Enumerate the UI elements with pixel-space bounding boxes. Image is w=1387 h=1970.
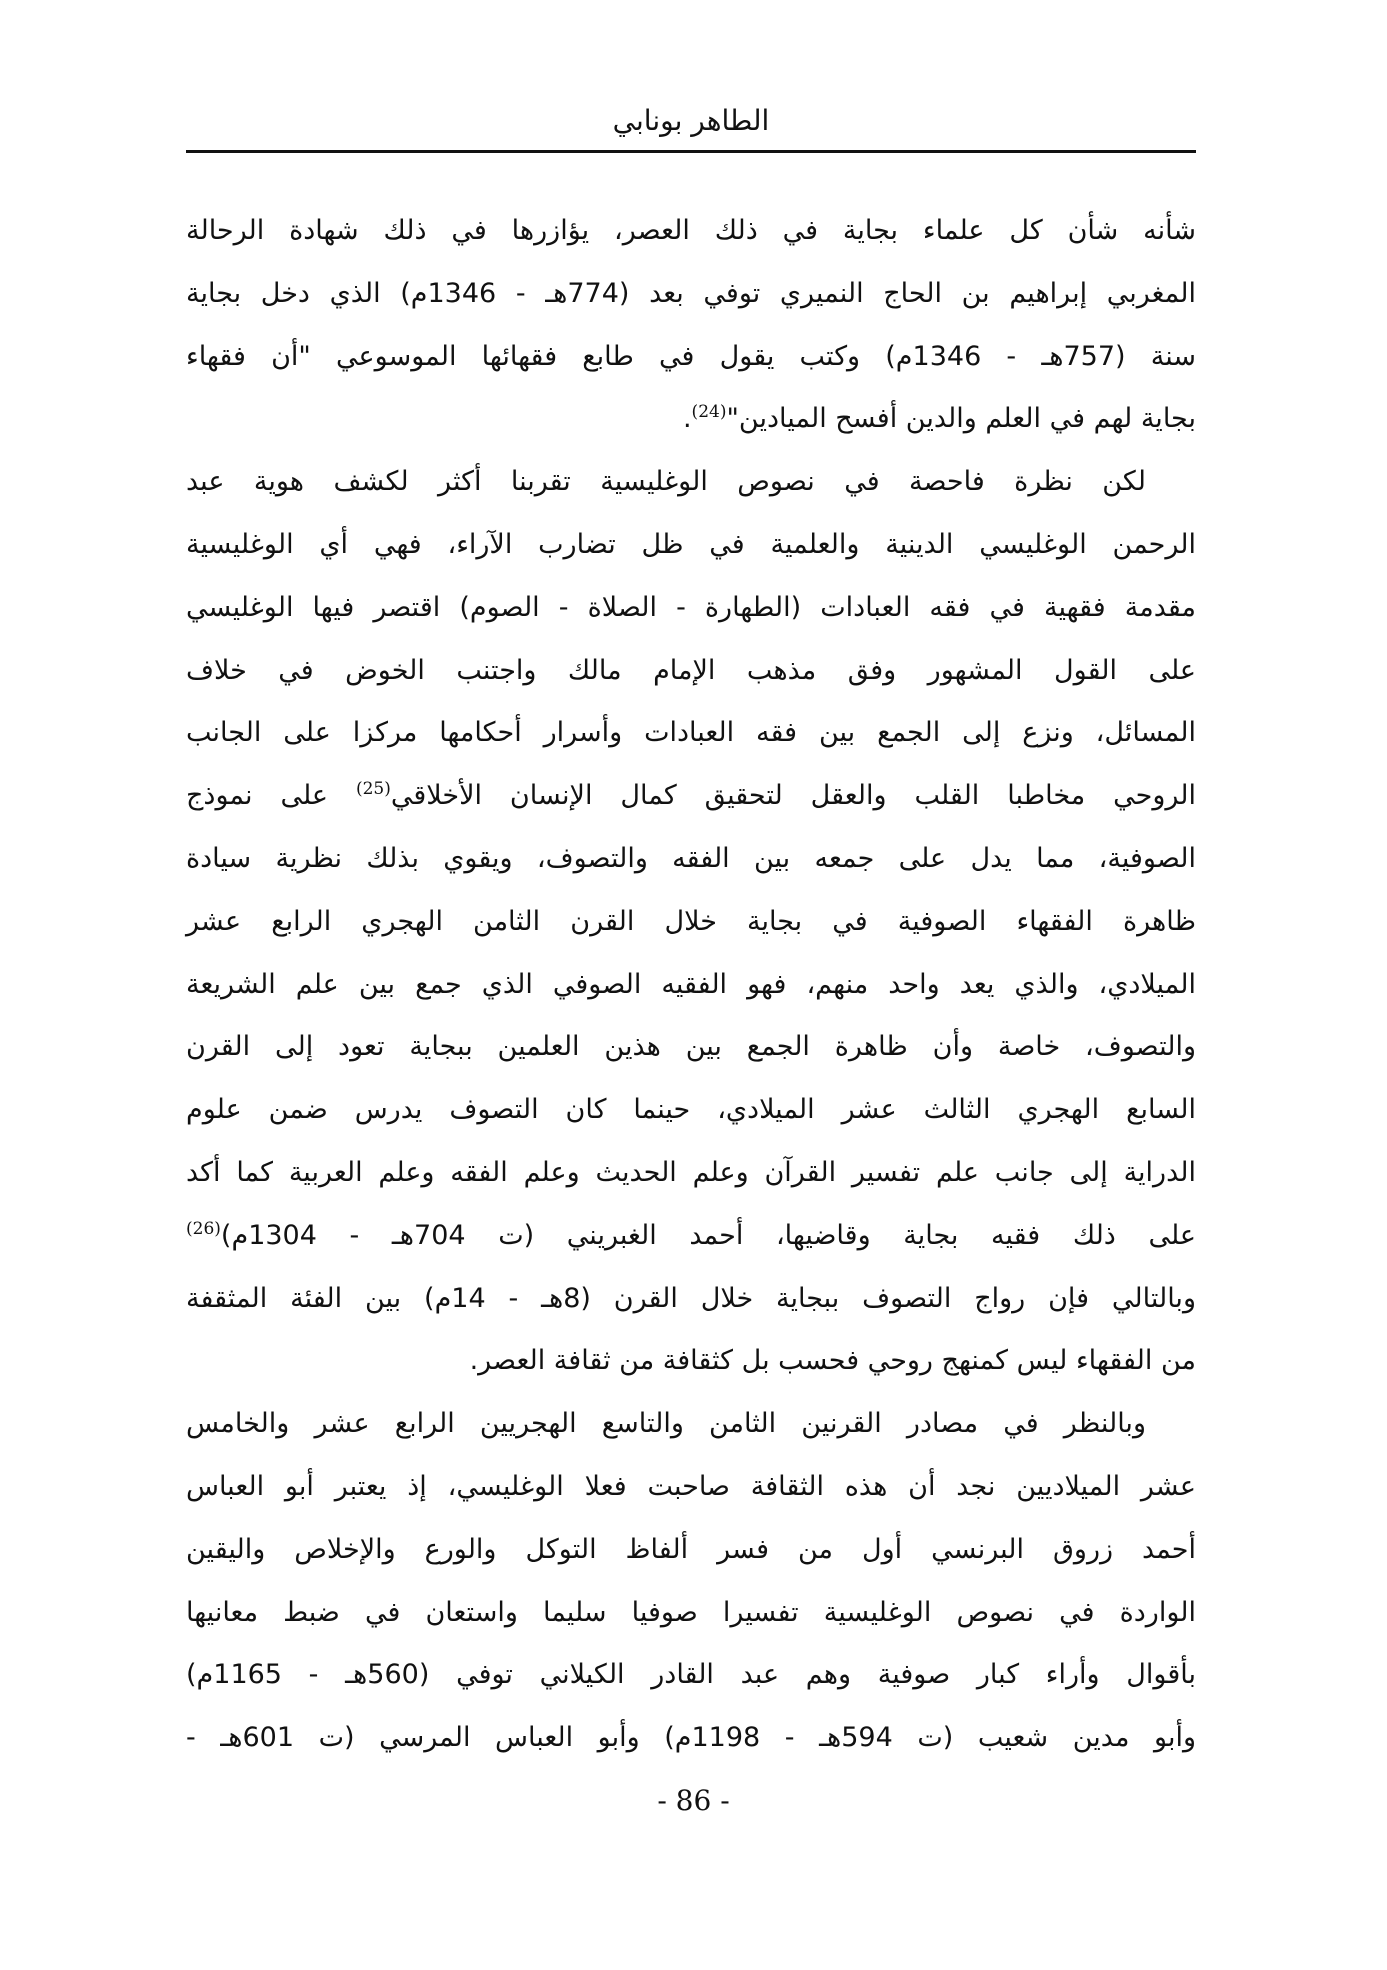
text-line xyxy=(186,200,1196,263)
text-line xyxy=(186,1393,1196,1456)
line-text: سنة (757هـ - 1346م) وكتب يقول في طابع فقهائها الموسوعي "أن فقهاء xyxy=(186,340,1197,372)
line-text: الصوفية، مما يدل على جمعه بين الفقه والتصوف، ويقوي بذلك نظرية سيادة xyxy=(186,842,1196,874)
line-text-after: على نموذج xyxy=(186,780,356,812)
line-text: بأقوال وأراء كبار صوفية وهم عبد القادر الكيلاني توفي (560هـ - 1165م) xyxy=(186,1659,1196,1691)
text-line xyxy=(186,388,1196,451)
header-divider xyxy=(186,150,1196,153)
text-line xyxy=(186,451,1196,514)
text-line xyxy=(186,1456,1196,1519)
line-text: المسائل، ونزع إلى الجمع بين فقه العبادات وأسرار أحكامها مركزا على الجانب xyxy=(186,717,1196,749)
line-text: وأبو مدين شعيب (ت 594هـ - 1198م) وأبو العباس المرسي (ت 601هـ - xyxy=(186,1722,1196,1754)
text-line xyxy=(186,765,1196,828)
line-text: وبالنظر في مصادر القرنين الثامن والتاسع الهجريين الرابع عشر والخامس xyxy=(186,1408,1146,1440)
text-line xyxy=(186,514,1196,577)
text-line xyxy=(186,1330,1196,1393)
line-text: شأنه شأن كل علماء بجاية في ذلك العصر، يؤازرها في ذلك شهادة الرحالة xyxy=(186,215,1196,246)
footnote-reference: (24) xyxy=(691,402,727,423)
text-line xyxy=(186,1016,1196,1079)
text-line xyxy=(186,1142,1196,1205)
line-text: ظاهرة الفقهاء الصوفية في بجاية خلال القرن الثامن الهجري الرابع عشر xyxy=(186,905,1196,937)
text-line xyxy=(186,1205,1196,1268)
text-line xyxy=(186,891,1196,954)
line-text: والتصوف، خاصة وأن ظاهرة الجمع بين هذين العلمين ببجاية تعود إلى القرن xyxy=(186,1031,1196,1063)
line-text: وبالتالي فإن رواج التصوف ببجاية خلال القرن (8هـ - 14م) بين الفئة المثقفة xyxy=(186,1282,1196,1314)
text-line xyxy=(186,1268,1196,1331)
line-text: الدراية إلى جانب علم تفسير القرآن وعلم الحديث وعلم الفقه وعلم العربية كما أكد xyxy=(186,1156,1196,1188)
line-text: على ذلك فقيه بجاية وقاضيها، أحمد الغبريني (ت 704هـ - 1304م) xyxy=(220,1219,1196,1251)
running-head-author: الطاهر بونابي xyxy=(612,104,770,137)
line-text: على القول المشهور وفق مذهب الإمام مالك واجتنب الخوض في خلاف xyxy=(186,654,1196,686)
body-text xyxy=(186,200,1196,1770)
text-line xyxy=(186,577,1196,640)
line-text: بجاية لهم في العلم والدين أفسح الميادين" xyxy=(726,403,1196,435)
line-text: من الفقهاء ليس كمنهج روحي فحسب بل كثقافة من ثقافة العصر. xyxy=(469,1345,1196,1377)
text-line xyxy=(186,1519,1196,1582)
text-line xyxy=(186,326,1196,389)
text-line xyxy=(186,263,1196,326)
line-text: السابع الهجري الثالث عشر الميلادي، حينما كان التصوف يدرس ضمن علوم xyxy=(186,1094,1196,1126)
line-text: الروحي مخاطبا القلب والعقل لتحقيق كمال الإنسان الأخلاقي xyxy=(390,780,1196,812)
line-text: أحمد زروق البرنسي أول من فسر ألفاظ التوكل والورع والإخلاص واليقين xyxy=(186,1533,1196,1565)
line-text: مقدمة فقهية في فقه العبادات (الطهارة - الصلاة - الصوم) اقتصر فيها الوغليسي xyxy=(186,591,1196,623)
footnote-reference: (25) xyxy=(355,779,391,800)
line-text: الميلادي، والذي يعد واحد منهم، فهو الفقيه الصوفي الذي جمع بين علم الشريعة xyxy=(186,968,1196,1000)
text-line xyxy=(186,702,1196,765)
page-number: - 86 - xyxy=(657,1784,730,1817)
text-line xyxy=(186,828,1196,891)
line-text: لكن نظرة فاحصة في نصوص الوغليسية تقربنا أكثر لكشف هوية عبد xyxy=(186,466,1146,498)
text-line xyxy=(186,1079,1196,1142)
line-text: عشر الميلاديين نجد أن هذه الثقافة صاحبت فعلا الوغليسي، إذ يعتبر أبو العباس xyxy=(186,1470,1196,1502)
text-line xyxy=(186,640,1196,703)
text-line xyxy=(186,1644,1196,1707)
footnote-reference: (26) xyxy=(186,1218,221,1239)
line-text: الواردة في نصوص الوغليسية تفسيرا صوفيا سليما واستعان في ضبط معانيها xyxy=(186,1596,1196,1628)
text-line xyxy=(186,1707,1196,1770)
line-text: الرحمن الوغليسي الدينية والعلمية في ظل تضارب الآراء، فهي أي الوغليسية xyxy=(186,528,1196,560)
text-line xyxy=(186,1582,1196,1645)
line-text-after: . xyxy=(682,403,692,435)
text-line xyxy=(186,954,1196,1017)
line-text: المغربي إبراهيم بن الحاج النميري توفي بعد (774هـ - 1346م) الذي دخل بجاية xyxy=(186,277,1196,309)
